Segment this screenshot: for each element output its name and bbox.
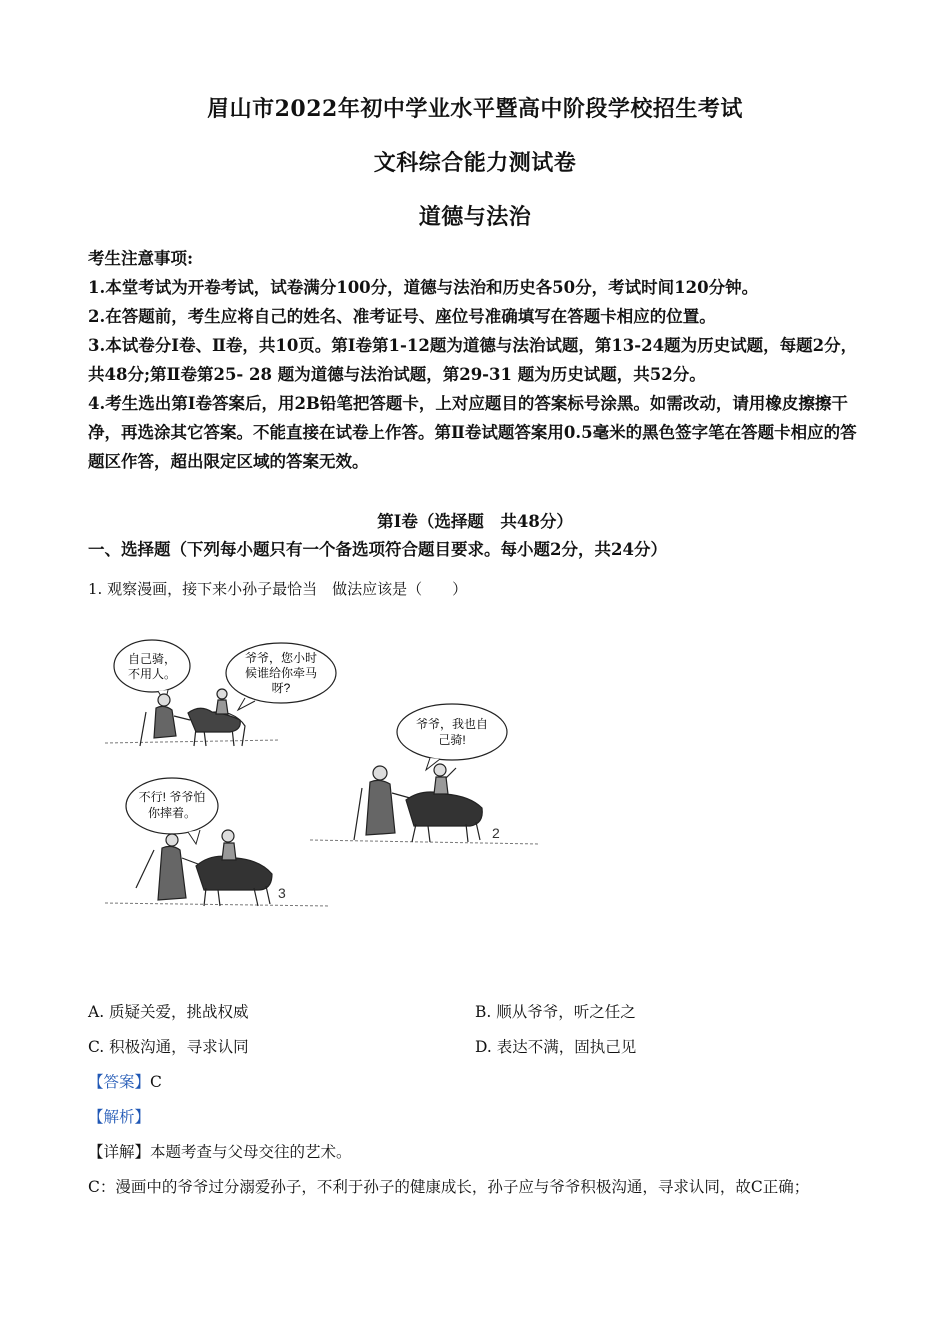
option-b: B. 顺从爷爷，听之任之: [475, 1003, 636, 1021]
section-title: 第Ⅰ卷（选择题 共48分）: [377, 512, 573, 531]
grandpa-horse-figure-2: [354, 764, 482, 842]
exam-title: 眉山市2022年初中学业水平暨高中阶段学校招生考试: [207, 96, 743, 122]
part-title: 一、选择题（下列每小题只有一个备选项符合题目要求。每小题2分，共24分）: [88, 540, 667, 559]
exam-subtitle: 文科综合能力测试卷: [373, 150, 577, 176]
option-c: C. 积极沟通，寻求认同: [88, 1038, 249, 1056]
notice-heading: 考生注意事项:: [88, 249, 194, 268]
bubble-text: 呀?: [271, 681, 291, 695]
bubble-text: 你摔着。: [147, 806, 197, 820]
panel-number: 2: [492, 825, 500, 841]
bubble-text: 自己骑，: [127, 652, 177, 666]
grandpa-horse-figure-3: [136, 830, 272, 906]
notice-item: 1.本堂考试为开卷考试，试卷满分100分，道德与法治和历史各50分，考试时间120分钟。: [88, 278, 759, 297]
bubble-text: 爷爷，您小时: [244, 651, 318, 665]
bubble-text: 己骑!: [438, 733, 466, 747]
question-stem: 1. 观察漫画，接下来小孙子最恰当 做法应该是（ ）: [88, 580, 468, 598]
notice-item: 4.考生选出第Ⅰ卷答案后，用2B铅笔把答题卡，上对应题目的答案标号涂黑。如需改动，请用橡皮擦擦干净，再选涂其它答案。不能直接在试卷上作答。第Ⅱ卷试题答案用0.5毫米的黑色签字笔在答题卡相应的答题区作答，超出限定区域的答案无效。: [88, 394, 857, 471]
speech-bubble: [397, 704, 507, 760]
subject-title: 道德与法治: [418, 204, 532, 230]
analysis-label: 【解析】: [88, 1108, 151, 1126]
answer-label: 【答案】: [88, 1073, 151, 1091]
comic-illustration: [100, 628, 550, 913]
panel-number: 3: [278, 885, 286, 901]
bubble-text: 爷爷，我也自: [415, 717, 489, 731]
grandpa-horse-figure-1: [140, 689, 245, 746]
option-a: A. 质疑关爱，挑战权威: [88, 1003, 249, 1021]
option-d: D. 表达不满，固执己见: [475, 1038, 637, 1056]
answer-value: C: [150, 1073, 162, 1091]
bubble-text: 候谁给你牵马: [244, 666, 318, 680]
answer-line: [88, 1070, 162, 1092]
speech-bubble: [114, 640, 190, 692]
bubble-text: 不用人。: [127, 667, 177, 681]
detail-text: 【详解】本题考查与父母交往的艺术。: [88, 1143, 352, 1161]
notice-item: 3.本试卷分Ⅰ卷、Ⅱ卷，共10页。第Ⅰ卷第1-12题为道德与法治试题，第13-24题为历史试题，每题2分，共48分;第Ⅱ卷第25- 28 题为道德与法治试题，第29-31 题为历史试题，共52分。: [88, 336, 858, 384]
explanation-text: C：漫画中的爷爷过分溺爱孙子，不利于孙子的健康成长，孙子应与爷爷积极沟通，寻求认同，故C正确；: [88, 1178, 810, 1196]
bubble-text: 不行! 爷爷怕: [138, 790, 206, 804]
notice-item: 2.在答题前，考生应将自己的姓名、准考证号、座位号准确填写在答题卡相应的位置。: [88, 307, 716, 326]
notice-section: [88, 244, 868, 476]
